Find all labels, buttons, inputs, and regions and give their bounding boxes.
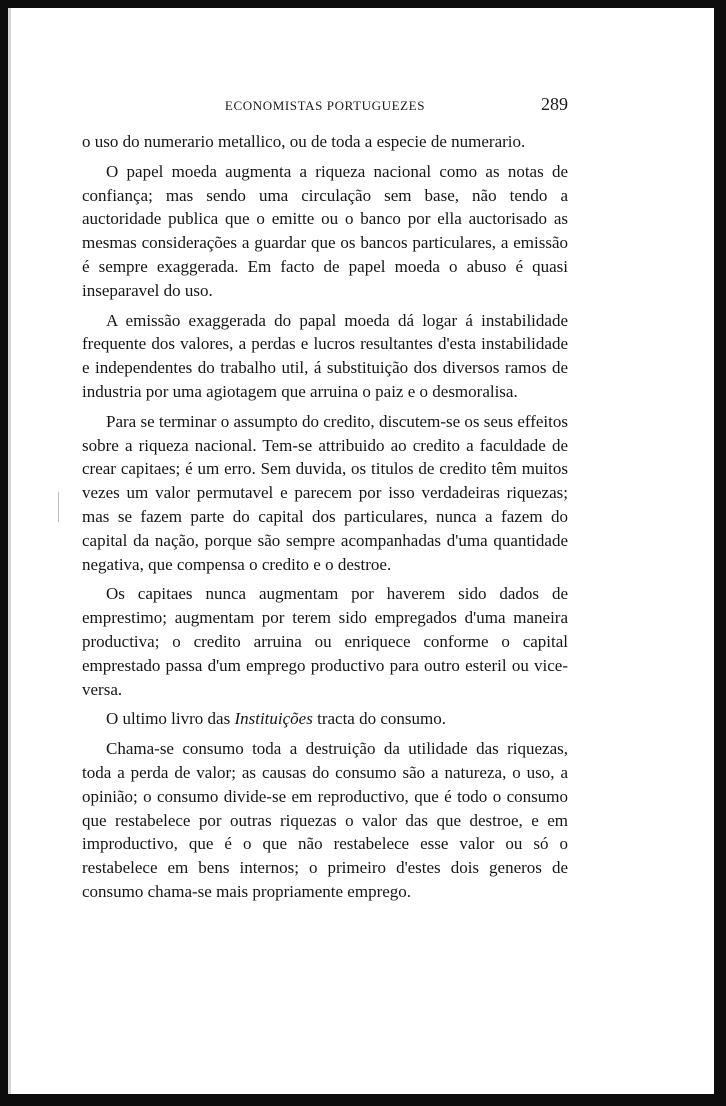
text-run: Os capitaes nunca augmentam por haverem sido dados de emprestimo; augmentam por terem sido empregados d'uma maneira productiva; o credito arruina ou enriquece conforme o capital emprestado passa d'um emprego productivo para outro esteril ou vice-versa.: [82, 584, 568, 699]
paragraph: [82, 160, 568, 303]
text-run: A emissão exaggerada do papal moeda dá logar á instabilidade frequente dos valores, a perdas e lucros resultantes d'esta instabilidade e independentes do trabalho util, á substituição dos diversos ramos de industria por uma agiotagem que arruina o paiz e o desmoralisa.: [82, 310, 568, 401]
text-run: tracta do consumo.: [312, 709, 446, 729]
paragraph: [82, 410, 568, 577]
text-run: O ultimo livro das: [106, 709, 235, 729]
paragraph: [82, 582, 568, 701]
paragraph: [82, 707, 568, 731]
body-text: [82, 130, 568, 910]
text-run: Para se terminar o assumpto do credito, discutem-se os seus effeitos sobre a riqueza nacional. Tem-se attribuido ao credito a faculdade de crear capitaes; é um erro. Sem duvida, os titulos de credito têm muitos vezes um valor permutavel e parecem por isso verdadeiras riquezas; mas se fazem parte do capital dos particulares, nunca a fazem do capital da nação, porque são sempre acompanhadas d'uma quantidade negativa, que compensa o credito e o destroe.: [82, 411, 568, 574]
margin-mark: [58, 492, 59, 522]
page-number: 289: [541, 94, 568, 114]
paragraph: [82, 130, 568, 154]
text-run: Chama-se consumo toda a destruição da utilidade das riquezas, toda a perda de valor; as causas do consumo são a natureza, o uso, a opinião; o consumo divide-se em reproductivo, que é todo o consumo que restabelece por outras riquezas o valor das que destroe, e em improductivo, que é o que não restabelece esse valor ou só o restabelece em bens internos; o primeiro d'estes dois generos de consumo chama-se mais propriamente emprego.: [82, 739, 568, 901]
text-run: O papel moeda augmenta a riqueza nacional como as notas de confiança; mas sendo uma circulação sem base, não tendo a auctoridade publica que o emitte ou o banco por ella auctorisado as mesmas considerações a guardar que os bancos particulares, a emissão é sempre exaggerada. Em facto de papel moeda o abuso é quasi inseparavel do uso.: [82, 161, 568, 300]
italic-title: Instituições: [234, 709, 313, 729]
page-header: [82, 94, 568, 120]
paragraph: [82, 309, 568, 404]
running-title: ECONOMISTAS PORTUGUEZES: [224, 98, 426, 113]
text-run: o uso do numerario metallico, ou de toda a especie de numerario.: [82, 132, 526, 151]
paragraph: [82, 737, 568, 904]
